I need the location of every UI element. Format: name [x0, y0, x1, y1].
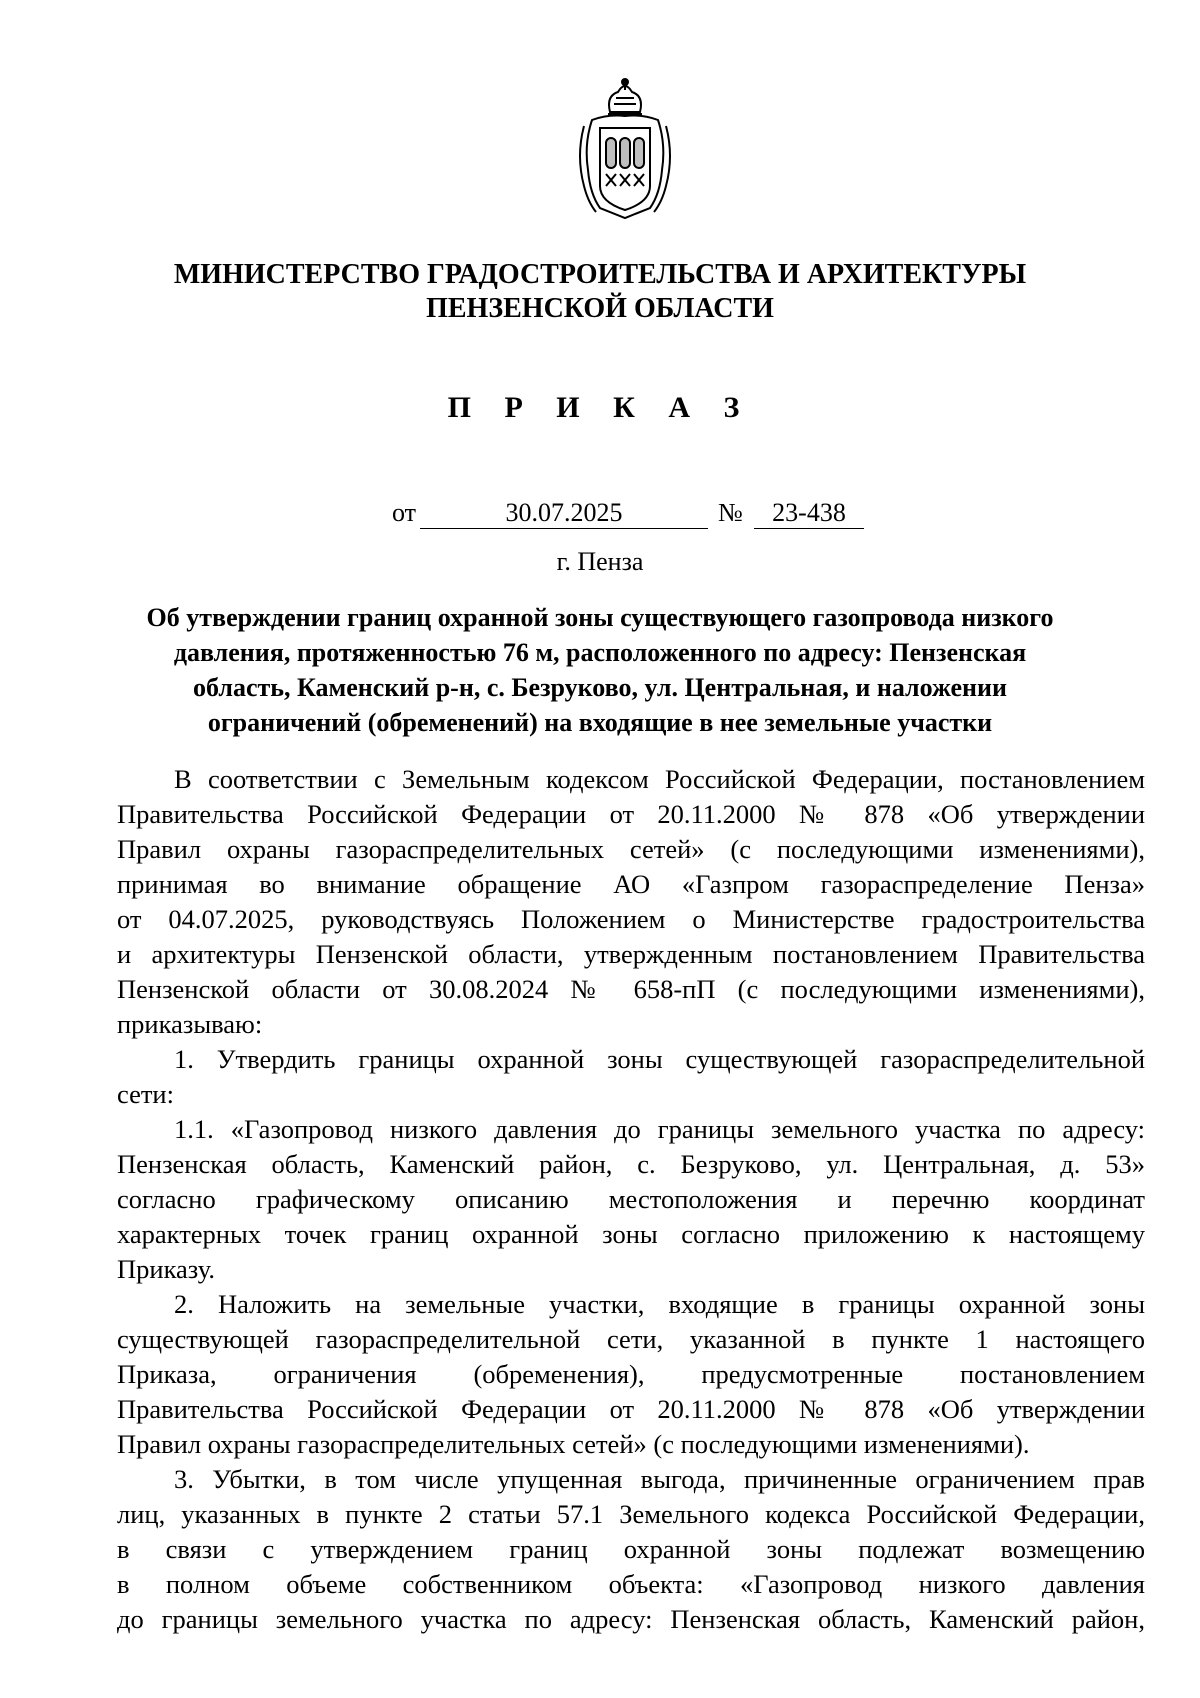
subject-line: давления, протяженностью 76 м, расположенного по адресу: Пензенская: [173, 638, 1027, 667]
body-line: 1. Утвердить границы охранной зоны существующей газораспределительной: [174, 1044, 1145, 1074]
date-prefix: от: [392, 498, 417, 527]
body-line: Приказа, ограничения (обременения), предусмотренные постановлением: [117, 1359, 1145, 1389]
document-type-title: П Р И К А З: [447, 391, 753, 424]
document-city: г. Пенза: [556, 547, 644, 576]
body-line: согласно графическому описанию местоположения и перечню координат: [117, 1184, 1145, 1214]
body-line: характерных точек границ охранной зоны согласно приложению к настоящему: [117, 1219, 1145, 1249]
ministry-name: [0, 258, 1200, 326]
body-line: сети:: [117, 1079, 174, 1109]
body-line: в связи с утверждением границ охранной зоны подлежат возмещению: [117, 1534, 1145, 1564]
subject-line: область, Каменский р-н, с. Безруково, ул. Центральная, и наложении: [193, 673, 1007, 702]
body-line: В соответствии с Земельным кодексом Российской Федерации, постановлением: [174, 764, 1145, 794]
document-body: [117, 762, 1145, 1637]
body-line: Пензенской области от 30.08.2024 № 658-пП (с последующими изменениями),: [117, 974, 1145, 1004]
body-line: приказываю:: [117, 1009, 263, 1039]
subject-line: ограничений (обременений) на входящие в нее земельные участки: [207, 708, 993, 737]
body-line: 1.1. «Газопровод низкого давления до границы земельного участка по адресу:: [174, 1114, 1145, 1144]
body-line: Приказу.: [117, 1254, 215, 1284]
body-line: Правительства Российской Федерации от 20.11.2000 № 878 «Об утверждении: [117, 799, 1145, 829]
body-line: Правил охраны газораспределительных сетей» (с последующими изменениями),: [117, 834, 1145, 864]
document-number: 23-438: [754, 496, 864, 529]
body-line: 3. Убытки, в том числе упущенная выгода, причиненные ограничением прав: [174, 1464, 1145, 1494]
ministry-name-line-1: МИНИСТЕРСТВО ГРАДОСТРОИТЕЛЬСТВА И АРХИТЕКТУРЫ: [173, 259, 1027, 290]
body-line: существующей газораспределительной сети, указанной в пункте 1 настоящего: [117, 1324, 1145, 1354]
body-line: Правил охраны газораспределительных сетей» (с последующими изменениями).: [117, 1429, 1030, 1459]
body-line: и архитектуры Пензенской области, утвержденным постановлением Правительства: [117, 939, 1145, 969]
body-line: в полном объеме собственником объекта: «Газопровод низкого давления: [117, 1569, 1145, 1599]
body-line: 2. Наложить на земельные участки, входящие в границы охранной зоны: [174, 1289, 1145, 1319]
body-line: лиц, указанных в пункте 2 статьи 57.1 Земельного кодекса Российской Федерации,: [117, 1499, 1145, 1529]
document-subject: [120, 600, 1080, 740]
subject-line: Об утверждении границ охранной зоны существующего газопровода низкого: [146, 603, 1054, 632]
ministry-name-line-2: ПЕНЗЕНСКОЙ ОБЛАСТИ: [426, 293, 774, 324]
body-line: принимая во внимание обращение АО «Газпром газораспределение Пенза»: [117, 869, 1145, 899]
body-line: Правительства Российской Федерации от 20.11.2000 № 878 «Об утверждении: [117, 1394, 1145, 1424]
document-date: 30.07.2025: [420, 496, 708, 529]
body-line: Пензенская область, Каменский район, с. Безруково, ул. Центральная, д. 53»: [117, 1149, 1145, 1179]
number-prefix: №: [718, 498, 743, 527]
coat-of-arms-emblem: [570, 74, 680, 220]
body-line: от 04.07.2025, руководствуясь Положением о Министерстве градостроительства: [117, 904, 1145, 934]
body-line: до границы земельного участка по адресу: Пензенская область, Каменский район,: [117, 1604, 1145, 1634]
